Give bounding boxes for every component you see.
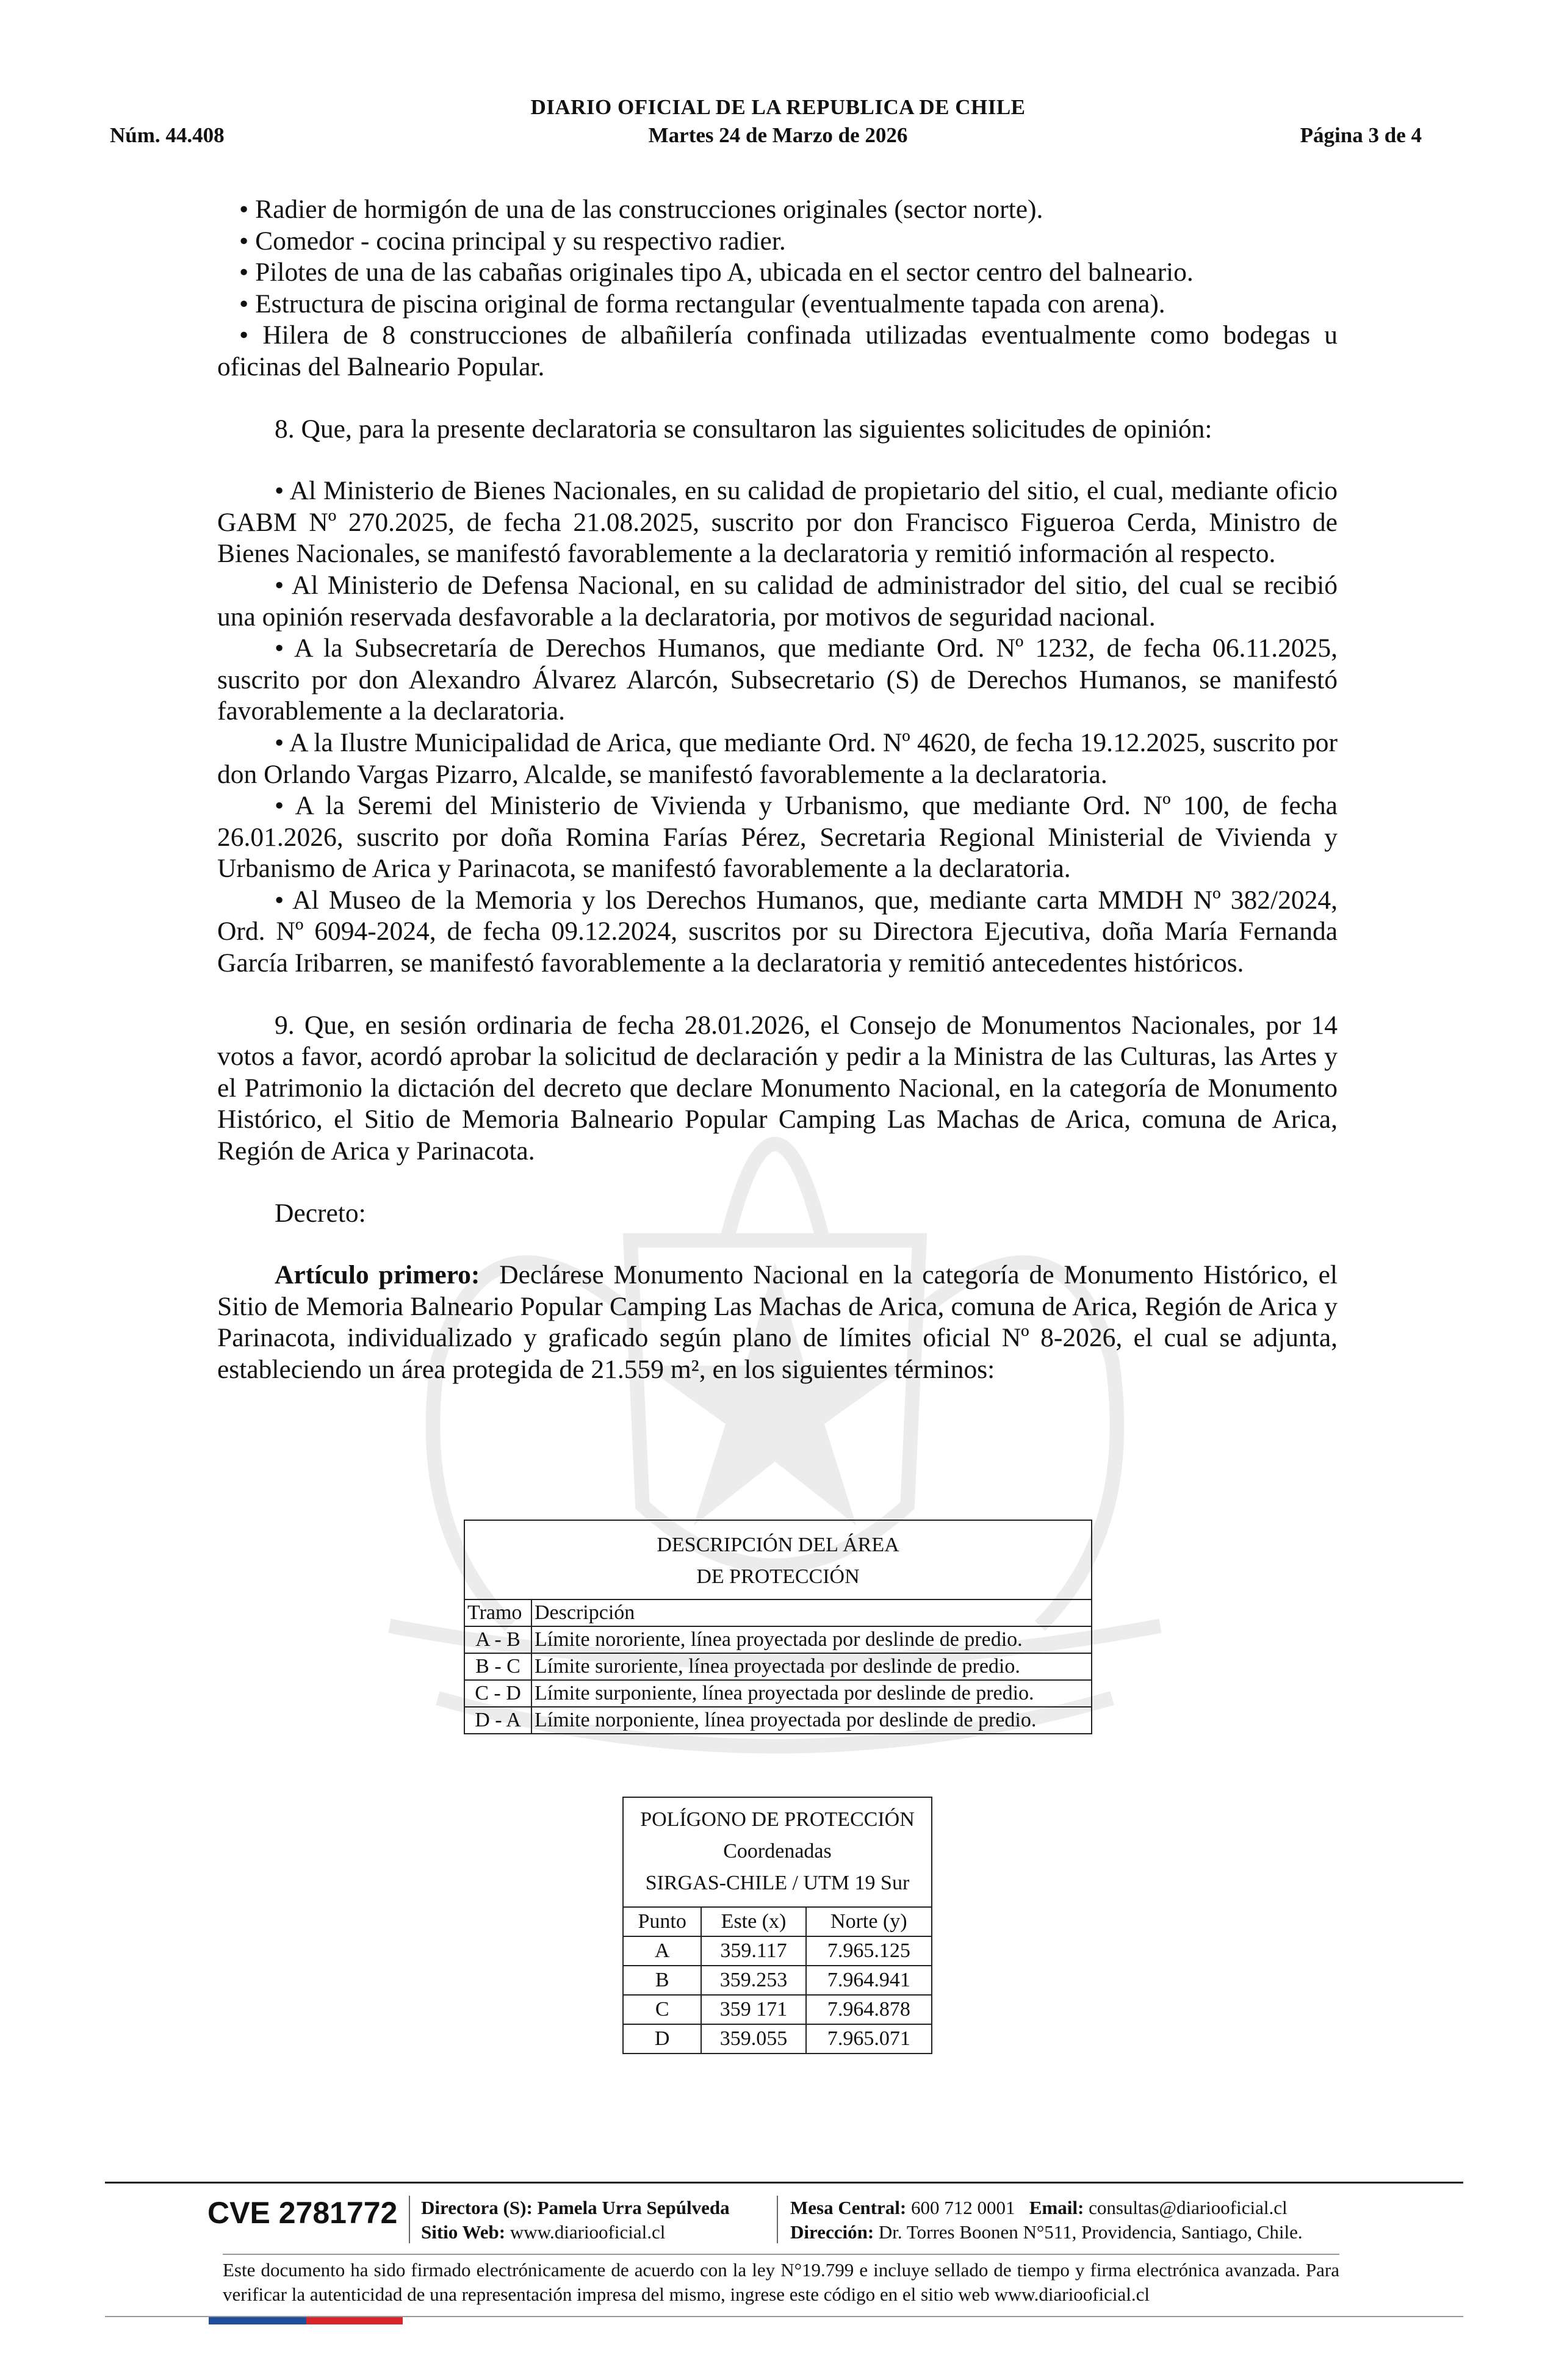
bullet-item: • Pilotes de una de las cabañas originales tipo A, ubicada en el sector centro del balneario.	[239, 258, 1194, 287]
issue-number: Núm. 44.408	[110, 123, 225, 147]
article-text: Declárese Monumento Nacional en la categoría de Monumento Histórico, el Sitio de Memoria Balneario Popular Camping Las Machas de Arica, comuna de Arica, Región de Arica y Parinacota, individualizado y graficado según plano de límites oficial Nº 8-2026, el cual se adjunta, estableciendo un área protegida de 21.559 m², en los siguientes términos:	[217, 1260, 1338, 1384]
opinion-item: • A la Ilustre Municipalidad de Arica, que mediante Ord. Nº 4620, de fecha 19.12.2025, suscrito por don Orlando Vargas Pizarro, Alcalde, se manifestó favorablemente a la declaratoria.	[217, 727, 1338, 789]
opinion-item: • Al Ministerio de Defensa Nacional, en su calidad de administrador del sitio, del cual se recibió una opinión reservada desfavorable a la declaratoria, por motivos de seguridad nacional.	[217, 570, 1338, 632]
newspaper-title: DIARIO OFICIAL DE LA REPUBLICA DE CHILE	[530, 95, 1026, 119]
footer-contact-left: Directora (S): Pamela Urra Sepúlveda Sitio Web: www.diariooficial.cl	[421, 2197, 730, 2243]
footer-divider	[105, 2182, 1463, 2183]
column-header-description: Descripción	[531, 1599, 1092, 1626]
bullet-item: • Comedor - cocina principal y su respectivo radier.	[239, 226, 786, 256]
table-row: A 359.117 7.965.125	[623, 1936, 932, 1966]
table-caption: DESCRIPCIÓN DEL ÁREA DE PROTECCIÓN	[464, 1520, 1092, 1599]
bullet-item: • Hilera de 8 construcciones de albañilería confinada utilizadas eventualmente como bodegas u oficinas del Balneario Popular.	[217, 320, 1338, 381]
table-row: B 359.253 7.964.941	[623, 1966, 932, 1995]
column-header-punto: Punto	[623, 1907, 701, 1936]
cve-code: CVE 2781772	[207, 2196, 398, 2230]
table-row: C 359 171 7.964.878	[623, 1995, 932, 2024]
table-row: C - D Límite surponiente, línea proyectada por deslinde de predio.	[464, 1680, 1092, 1707]
opinion-item: • A la Seremi del Ministerio de Vivienda y Urbanismo, que mediante Ord. Nº 100, de fecha 26.01.2026, suscrito por doña Romina Farías Pérez, Secretaria Regional Ministerial de Vivienda y Urbanismo de Arica y Parinacota, se manifestó favorablemente a la declaratoria.	[217, 791, 1338, 884]
bullet-item: • Radier de hormigón de una de las construcciones originales (sector norte).	[239, 195, 1043, 224]
footer-divider	[223, 2254, 1339, 2255]
email-link[interactable]: consultas@diariooficial.cl	[1089, 2197, 1288, 2218]
flag-stripe-blue	[209, 2317, 306, 2324]
table-row: B - C Límite suroriente, línea proyectada por deslinde de predio.	[464, 1653, 1092, 1680]
decreto-label: Decreto:	[275, 1198, 366, 1228]
bullet-item: • Estructura de piscina original de forma rectangular (eventualmente tapada con arena).	[239, 289, 1165, 319]
table-caption: POLÍGONO DE PROTECCIÓN Coordenadas SIRGAS-CHILE / UTM 19 Sur	[623, 1797, 932, 1907]
opinion-item: • A la Subsecretaría de Derechos Humanos, que mediante Ord. Nº 1232, de fecha 06.11.2025, suscrito por don Alexandro Álvarez Alarcón, Subsecretario (S) de Derechos Humanos, se manifestó favorablemente a la declaratoria.	[217, 633, 1338, 726]
column-header-norte: Norte (y)	[806, 1907, 932, 1936]
protection-polygon-table	[622, 1797, 932, 2054]
column-header-tramo: Tramo	[464, 1599, 531, 1626]
footer-separator	[409, 2196, 410, 2243]
article-first	[217, 1260, 1338, 1385]
website-link[interactable]: www.diariooficial.cl	[510, 2221, 666, 2243]
address: Dr. Torres Boonen N°511, Providencia, Santiago, Chile.	[878, 2221, 1303, 2243]
table-row: D 359.055 7.965.071	[623, 2024, 932, 2054]
issue-date: Martes 24 de Marzo de 2026	[648, 123, 908, 147]
table-row: A - B Límite nororiente, línea proyectada por deslinde de predio.	[464, 1626, 1092, 1653]
paragraph-9: 9. Que, en sesión ordinaria de fecha 28.01.2026, el Consejo de Monumentos Nacionales, por 14 votos a favor, acordó aprobar la solicitud de declaración y pedir a la Ministra de las Culturas, las Artes y el Patrimonio la dictación del decreto que declare Monumento Nacional, en la categoría de Monumento Histórico, el Sitio de Memoria Balneario Popular Camping Las Machas de Arica, comuna de Arica, Región de Arica y Parinacota.	[217, 1010, 1338, 1166]
column-header-este: Este (x)	[701, 1907, 805, 1936]
protection-area-table	[464, 1520, 1092, 1734]
page-indicator: Página 3 de 4	[1300, 123, 1422, 147]
document-body	[217, 194, 1338, 1386]
table-row: D - A Límite norponiente, línea proyectada por deslinde de predio.	[464, 1707, 1092, 1734]
paragraph-8: 8. Que, para la presente declaratoria se consultaron las siguientes solicitudes de opinión:	[275, 414, 1212, 444]
opinion-item: • Al Museo de la Memoria y los Derechos Humanos, que, mediante carta MMDH Nº 382/2024, Ord. Nº 6094-2024, de fecha 09.12.2024, suscritos por su Directora Ejecutiva, doña María Fernanda García Iribarren, se manifestó favorablemente a la declaratoria y remitió antecedentes históricos.	[217, 885, 1338, 978]
footer-contact-right: Mesa Central: 600 712 0001 Email: consultas@diariooficial.cl Dirección: Dr. Torres Boonen N°511, Providencia, Santiago, Chile.	[790, 2197, 1303, 2243]
article-label: Artículo primero:	[275, 1260, 480, 1290]
legal-notice: Este documento ha sido firmado electrónicamente de acuerdo con la ley N°19.799 e incluye sellado de tiempo y firma electrónica avanzada. Para verificar la autenticidad de una representación impresa del mismo, ingrese este código en el sitio web www.diariooficial.cl	[223, 2259, 1339, 2305]
phone-number: 600 712 0001	[911, 2197, 1015, 2218]
footer-separator	[777, 2196, 778, 2243]
flag-stripe-red	[306, 2317, 403, 2324]
opinion-item: • Al Ministerio de Bienes Nacionales, en su calidad de propietario del sitio, el cual, mediante oficio GABM Nº 270.2025, de fecha 21.08.2025, suscrito por don Francisco Figueroa Cerda, Ministro de Bienes Nacionales, se manifestó favorablemente a la declaratoria y remitió información al respecto.	[217, 476, 1338, 569]
